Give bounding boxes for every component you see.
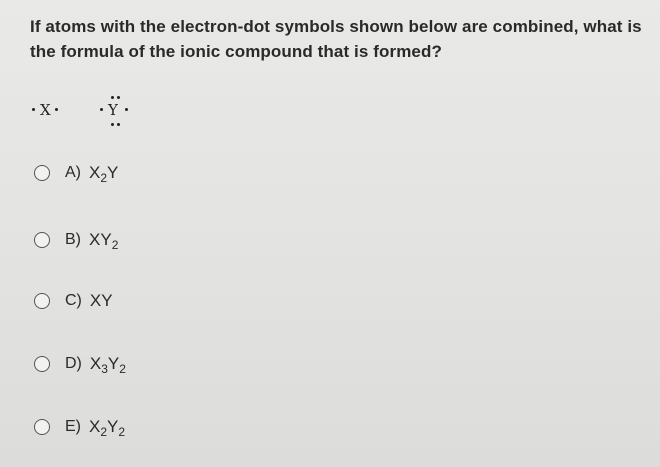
- electron-dot: [32, 108, 35, 111]
- symbol-y-letter: Y: [108, 101, 118, 119]
- formula-subscript: 2: [100, 171, 108, 185]
- option-b-formula: [89, 230, 118, 250]
- radio-button-e[interactable]: [34, 419, 50, 435]
- formula-text: XY: [89, 291, 113, 310]
- option-d[interactable]: [34, 351, 126, 377]
- radio-button-c[interactable]: [34, 293, 50, 309]
- electron-dot: [117, 123, 120, 126]
- electron-dot: [111, 96, 114, 99]
- question-text: If atoms with the electron-dot symbols shown below are combined, what is the formula of the ionic compound that is formed?: [30, 17, 642, 61]
- option-c-label: C): [65, 292, 82, 309]
- option-b[interactable]: [34, 227, 118, 253]
- option-d-formula: [90, 354, 126, 374]
- formula-subscript: 2: [118, 425, 126, 439]
- option-b-label: B): [65, 231, 81, 248]
- option-a-label: A): [65, 164, 81, 181]
- formula-subscript: 2: [111, 238, 119, 252]
- option-e-formula: [89, 417, 125, 437]
- formula-text: XY: [89, 230, 112, 249]
- radio-button-a[interactable]: [34, 165, 50, 181]
- electron-dot: [125, 108, 128, 111]
- formula-text: Y: [107, 417, 119, 436]
- option-e[interactable]: [34, 414, 125, 440]
- option-a-formula: [89, 163, 118, 183]
- formula-subscript: 2: [100, 425, 108, 439]
- symbol-x-letter: X: [40, 101, 51, 119]
- option-a[interactable]: [34, 160, 118, 186]
- formula-text: X: [89, 417, 101, 436]
- option-c[interactable]: [34, 288, 113, 314]
- electron-dot: [111, 123, 114, 126]
- formula-text: Y: [107, 163, 119, 182]
- formula-text: X: [89, 163, 101, 182]
- formula-subscript: 2: [119, 362, 126, 376]
- formula-subscript: 3: [101, 362, 108, 376]
- formula-text: Y: [107, 354, 120, 373]
- electron-dot: [55, 108, 58, 111]
- option-c-formula: [90, 291, 113, 311]
- electron-dot-symbol-x: [30, 96, 90, 130]
- option-e-label: E): [65, 418, 81, 435]
- electron-dot: [117, 96, 120, 99]
- option-d-label: D): [65, 355, 82, 372]
- formula-text: X: [89, 354, 102, 373]
- radio-button-d[interactable]: [34, 356, 50, 372]
- radio-button-b[interactable]: [34, 232, 50, 248]
- electron-dot-symbol-y: [98, 96, 158, 130]
- electron-dot: [100, 108, 103, 111]
